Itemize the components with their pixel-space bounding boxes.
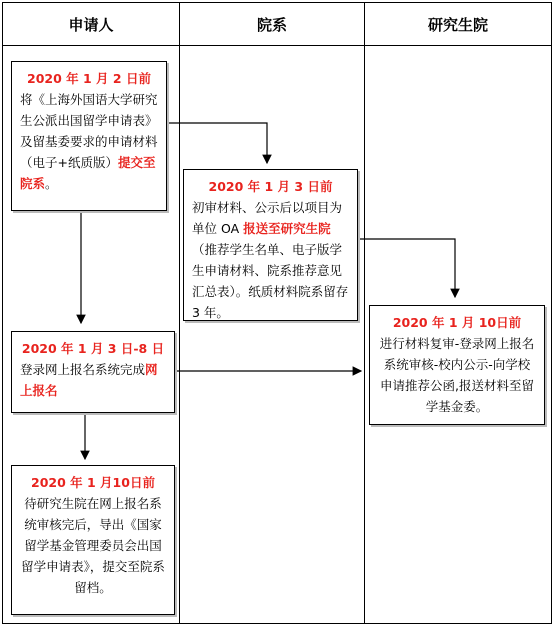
step-description: 登录网上报名系统完成	[20, 362, 146, 377]
step-text	[20, 493, 166, 598]
column-header-label: 申请人	[68, 15, 114, 34]
arrow-b2-to-b4	[358, 239, 455, 297]
step-submit-to-department	[11, 61, 167, 211]
step-text	[378, 333, 536, 417]
step-online-registration	[11, 331, 175, 413]
step-highlight: 报送至研究生院	[243, 221, 331, 236]
step-text	[20, 89, 158, 194]
step-text	[20, 359, 166, 401]
step-date: 2020 年 1 月 3 日-8 日	[21, 341, 165, 356]
arrow-b1-to-b2	[167, 123, 267, 163]
step-description: 待研究生院在网上报名系统审核完后，导出《国家留学基金管理委员会出国留学申请表》，提交至院系留档。	[21, 496, 165, 595]
column-header-label: 院系	[256, 15, 287, 34]
step-highlight: 网上报名	[20, 362, 158, 398]
step-highlight: 提交至院系	[20, 155, 156, 191]
column-header-label: 研究生院	[427, 15, 488, 34]
step-description: 将《上海外国语大学研究生公派出国留学申请表》及留基委要求的申请材料（电子+纸质版）	[20, 92, 158, 170]
step-export-and-archive	[11, 465, 175, 615]
step-review-and-submit	[369, 305, 545, 425]
step-report-to-graduate-school	[183, 169, 358, 321]
step-text	[192, 197, 349, 323]
step-description-end: （推荐学生名单、电子版学生申请材料、院系推荐意见汇总表）。纸质材料院系留存 3 年。	[192, 242, 349, 320]
step-date: 2020 年 1 月10日前	[31, 475, 155, 490]
step-description: 进行材料复审-登录网上报名系统审核-校内公示-向学校申请推荐公函,报送材料至留学基金委。	[379, 336, 535, 414]
step-date: 2020 年 1 月 3 日前	[208, 179, 333, 194]
step-description-end: 。	[45, 176, 58, 191]
step-date: 2020 年 1 月 2 日前	[27, 71, 151, 86]
step-description: 初审材料、公示后以项目为单位 OA	[192, 200, 343, 236]
step-date: 2020 年 1 月 10日前	[392, 315, 522, 330]
flowchart	[2, 2, 552, 624]
